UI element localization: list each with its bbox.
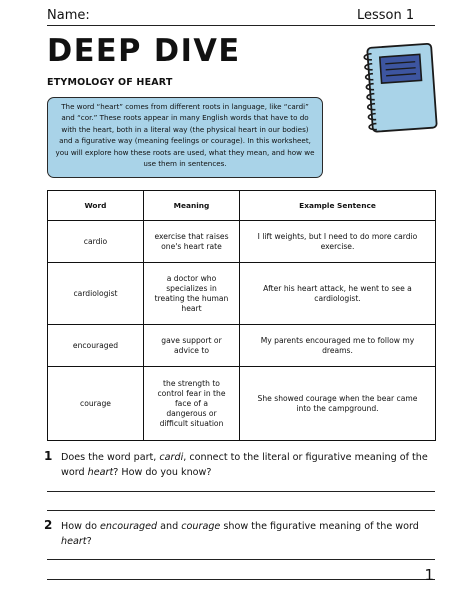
- table-row: [48, 367, 436, 441]
- answer-line[interactable]: [47, 559, 435, 560]
- table-header-row: [48, 191, 436, 221]
- sentence-cell: I lift weights, but I need to do more cardio exercise.: [240, 221, 436, 263]
- intro-box: The word “heart” comes from different roots in language, like “cardi” and “cor.” These roots appear in many English words that have to do with the heart, both in a literal way (the physical heart in our bodies) and a figurative way (meaning feelings or courage). In this worksheet, you will explore how these roots are used, what they mean, and how we use them in sentences.: [47, 97, 323, 178]
- sentence-cell: She showed courage when the bear came into the campground.: [240, 367, 436, 441]
- lesson-label: Lesson 1: [357, 8, 415, 23]
- sentence-cell: After his heart attack, he went to see a cardiologist.: [240, 263, 436, 325]
- meaning-cell: exercise that raises one's heart rate: [144, 221, 240, 263]
- header-word: Word: [48, 191, 144, 221]
- header-meaning: Meaning: [144, 191, 240, 221]
- table-row: [48, 263, 436, 325]
- answer-line[interactable]: [47, 579, 435, 580]
- page-title: DEEP DIVE: [47, 33, 241, 69]
- word-cell: cardiologist: [48, 263, 144, 325]
- question-2-text: How do encouraged and courage show the figurative meaning of the word heart?: [61, 521, 419, 547]
- header-rule: [47, 25, 435, 26]
- word-cell: courage: [48, 367, 144, 441]
- name-label: Name:: [47, 8, 90, 23]
- sentence-cell: My parents encouraged me to follow my dreams.: [240, 325, 436, 367]
- answer-line[interactable]: [47, 510, 435, 511]
- page-number: 1: [424, 566, 434, 584]
- meaning-cell: a doctor who specializes in treating the human heart: [144, 263, 240, 325]
- table-row: [48, 221, 436, 263]
- meaning-cell: the strength to control fear in the face of a dangerous or difficult situation: [144, 367, 240, 441]
- question-1-text: Does the word part, cardi, connect to the literal or figurative meaning of the word heart? How do you know?: [61, 452, 428, 478]
- notebook-icon: [352, 38, 444, 138]
- word-cell: encouraged: [48, 325, 144, 367]
- question-2-number: 2: [44, 518, 53, 532]
- question-1-number: 1: [44, 449, 53, 463]
- page-subtitle: ETYMOLOGY OF HEART: [47, 77, 173, 88]
- table-row: [48, 325, 436, 367]
- meaning-cell: gave support or advice to: [144, 325, 240, 367]
- vocabulary-table: [47, 190, 436, 441]
- word-cell: cardio: [48, 221, 144, 263]
- answer-line[interactable]: [47, 491, 435, 492]
- header-example-sentence: Example Sentence: [240, 191, 436, 221]
